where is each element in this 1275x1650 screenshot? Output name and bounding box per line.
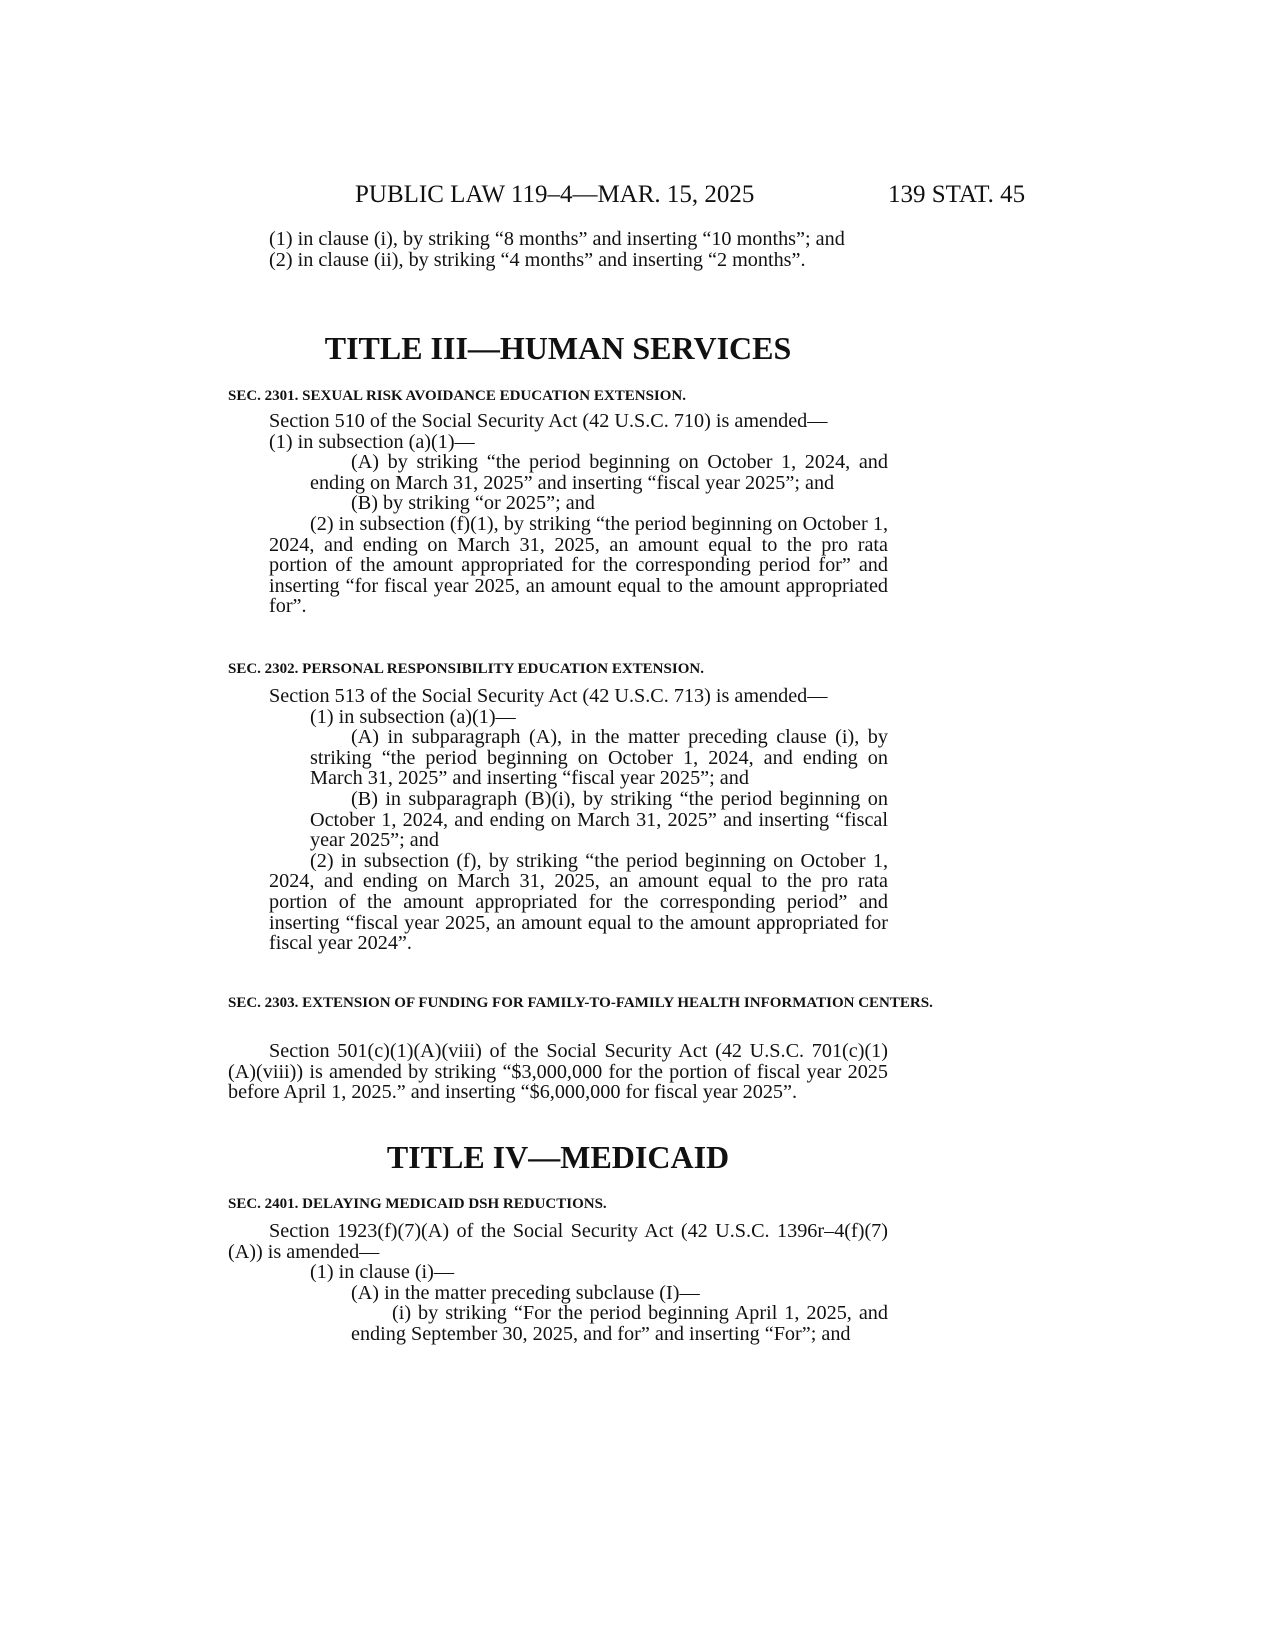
sec-2303-heading: SEC. 2303. EXTENSION OF FUNDING FOR FAMILY-TO-FAMILY HEALTH INFORMATION CENTERS. [228, 995, 933, 1011]
sec-2302-item-1a: (A) in subparagraph (A), in the matter preceding clause (i), by striking “the period beginning on October 1, 2024, and ending on March 31, 2025” and inserting “fiscal year 2025”; and [310, 726, 888, 790]
sec-2301-lead: Section 510 of the Social Security Act (42 U.S.C. 710) is amended— [269, 410, 828, 432]
sec-2301-item-1b: (B) by striking “or 2025”; and [351, 492, 595, 515]
sec-2301-item-1: (1) in subsection (a)(1)— [269, 430, 475, 453]
sec-2401-body [228, 1221, 888, 1345]
sec-2401-item-1a-i: (i) by striking “For the period beginning April 1, 2025, and ending September 30, 2025, and for” and inserting “For”; and [351, 1302, 888, 1345]
sec-2301-item-1a: (A) by striking “the period beginning on October 1, 2024, and ending on March 31, 2025” and inserting “fiscal year 2025”; and [310, 451, 888, 494]
intro-item-1: (1) in clause (i), by striking “8 months” and inserting “10 months”; and [269, 228, 845, 250]
sec-2302-item-2: (2) in subsection (f), by striking “the period beginning on October 1, 2024, and ending on March 31, 2025, an amount equal to the pro rata portion of the amount appropriated for the corresponding period” and inserting “fiscal year 2025, an amount equal to the amount appropriated for fiscal year 2024”. [269, 849, 888, 955]
sec-2302-body [228, 686, 888, 954]
sec-2302-heading: SEC. 2302. PERSONAL RESPONSIBILITY EDUCATION EXTENSION. [228, 661, 704, 677]
sec-2302-lead: Section 513 of the Social Security Act (42 U.S.C. 713) is amended— [269, 685, 828, 707]
page-number-stat: 139 STAT. 45 [888, 181, 1026, 208]
sec-2401-item-1: (1) in clause (i)— [310, 1261, 455, 1284]
sec-2301-item-2: (2) in subsection (f)(1), by striking “the period beginning on October 1, 2024, and ending on March 31, 2025, an amount equal to the pro rata portion of the amount appropriated for the corresponding period for” and inserting “for fiscal year 2025, an amount equal to the amount appropriated for”. [269, 512, 888, 618]
intro-item-2: (2) in clause (ii), by striking “4 months” and inserting “2 months”. [269, 248, 806, 271]
title-iii-heading: TITLE III—HUMAN SERVICES [324, 330, 792, 366]
running-header-title: PUBLIC LAW 119–4—MAR. 15, 2025 [355, 181, 755, 208]
sec-2401-heading: SEC. 2401. DELAYING MEDICAID DSH REDUCTIONS. [228, 1196, 607, 1212]
sec-2302-item-1b: (B) in subparagraph (B)(i), by striking “the period beginning on October 1, 2024, and ending on March 31, 2025” and inserting “fiscal year 2025”; and [310, 787, 888, 852]
sec-2302-item-1: (1) in subsection (a)(1)— [310, 705, 516, 728]
title-iv-heading: TITLE IV—MEDICAID [386, 1139, 730, 1175]
sec-2401-item-1a: (A) in the matter preceding subclause (I)— [351, 1281, 700, 1304]
sec-2303-lead: Section 501(c)(1)(A)(viii) of the Social Security Act (42 U.S.C. 701(c)(1)(A)(viii)) is amended by striking “$3,000,000 for the portion of fiscal year 2025 before April 1, 2025.” and inserting “$6,000,000 for fiscal year 2025”. [228, 1040, 888, 1104]
intro-text [228, 229, 888, 270]
sec-2303-body [228, 1041, 888, 1103]
sec-2301-heading: SEC. 2301. SEXUAL RISK AVOIDANCE EDUCATION EXTENSION. [228, 388, 686, 404]
sec-2401-lead: Section 1923(f)(7)(A) of the Social Security Act (42 U.S.C. 1396r–4(f)(7)(A)) is amended— [228, 1220, 888, 1263]
sec-2301-body [228, 411, 888, 617]
